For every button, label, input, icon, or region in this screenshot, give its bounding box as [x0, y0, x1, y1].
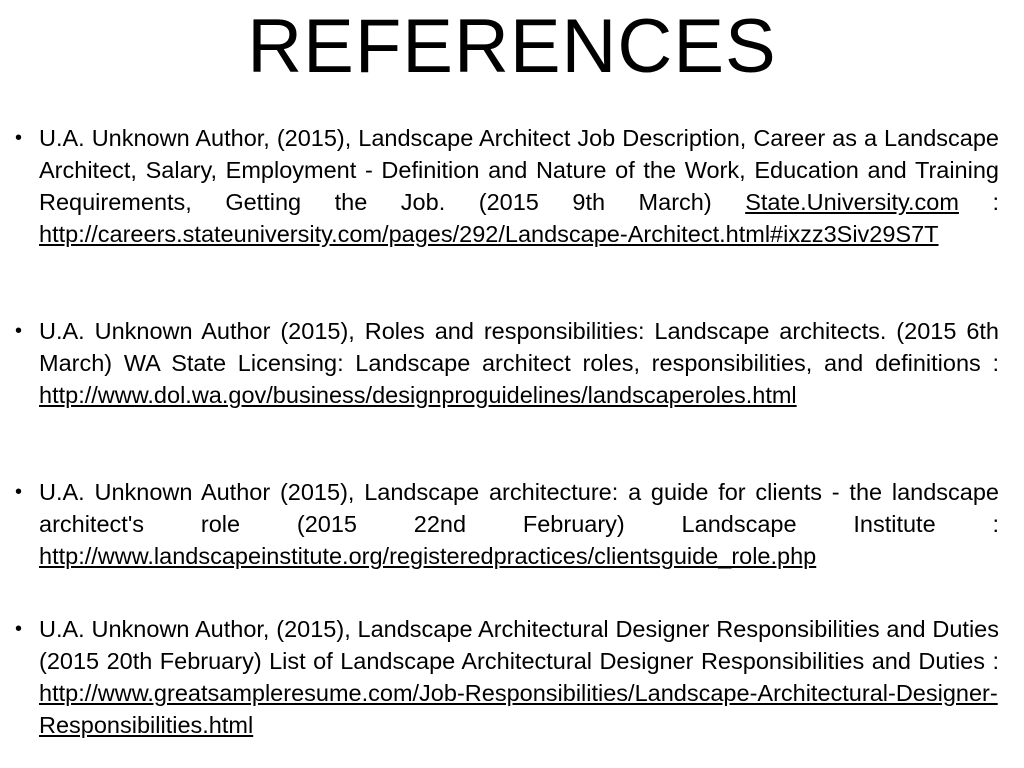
bullet-icon: •	[15, 481, 23, 503]
reference-link-careers[interactable]: http://careers.stateuniversity.com/pages/292/Landscape-Architect.html#ixzz3Siv29S7T	[39, 221, 939, 247]
reference-text: U.A. Unknown Author, (2015), Landscape Architect Job Description, Career as a Landscape Architect, Salary, Employment - Definition and Nature of the Work, Education and Training Requirements, Getting the Job. (2015 9th March)	[39, 125, 999, 215]
bullet-icon: •	[15, 618, 23, 640]
reference-separator: :	[958, 189, 1000, 215]
reference-link-stateuniversity[interactable]: State.University.com	[745, 189, 959, 215]
reference-item	[15, 613, 999, 741]
reference-item	[15, 315, 999, 411]
reference-item	[15, 476, 999, 572]
slide-title: REFERENCES	[247, 4, 777, 89]
bullet-icon: •	[15, 127, 23, 149]
reference-text: U.A. Unknown Author (2015), Landscape architecture: a guide for clients - the landscape architect's role (2015 22nd February) Landscape Institute :	[39, 479, 999, 537]
reference-link-landscapeinstitute[interactable]: http://www.landscapeinstitute.org/registeredpractices/clientsguide_role.php	[39, 543, 817, 569]
reference-text: U.A. Unknown Author (2015), Roles and responsibilities: Landscape architects. (2015 6th March) WA State Licensing: Landscape architect roles, responsibilities, and definitions :	[39, 318, 999, 376]
reference-link-dol-wa[interactable]: http://www.dol.wa.gov/business/designproguidelines/landscaperoles.html	[39, 382, 797, 408]
reference-link-greatsampleresume[interactable]: http://www.greatsampleresume.com/Job-Responsibilities/Landscape-Architectural-Designer-Responsibilities.html	[39, 680, 998, 738]
reference-text: U.A. Unknown Author, (2015), Landscape Architectural Designer Responsibilities and Duties (2015 20th February) List of Landscape Architectural Designer Responsibilities and Duties :	[39, 616, 999, 674]
reference-item	[15, 122, 1000, 250]
bullet-icon: •	[15, 320, 23, 342]
